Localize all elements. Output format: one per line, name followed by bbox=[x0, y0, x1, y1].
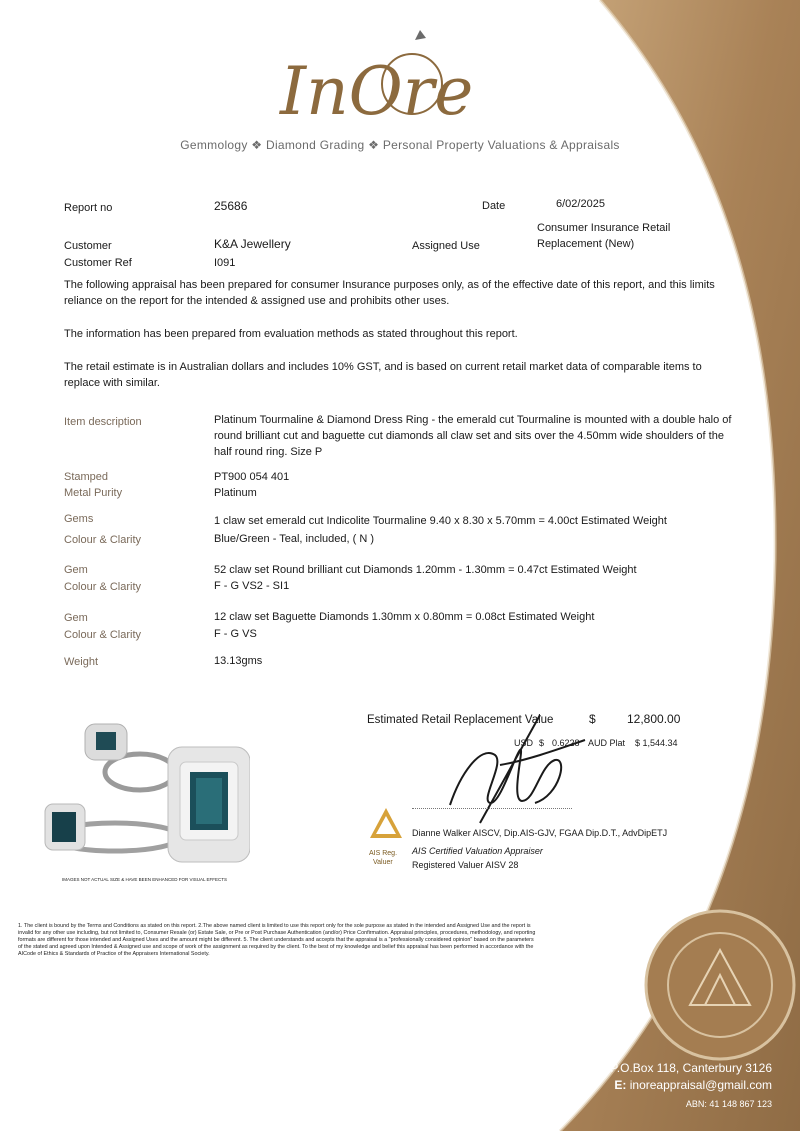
customer-ref-value: I091 bbox=[214, 257, 236, 269]
po-box: P.O.Box 118, Canterbury 3126 bbox=[610, 1061, 772, 1075]
valuer-name: Dianne Walker AISCV, Dip.AIS-GJV, FGAA Dip.D.T., AdvDipETJ bbox=[412, 828, 668, 838]
signature-line bbox=[412, 808, 572, 809]
exchange-rate: 0.6228 bbox=[552, 738, 580, 748]
signature bbox=[440, 705, 590, 825]
stamped-value: PT900 054 401 bbox=[214, 471, 290, 483]
valuation-currency: $ bbox=[589, 712, 596, 726]
methods-statement: The information has been prepared from evaluation methods as stated throughout this report. bbox=[64, 328, 518, 340]
assigned-use-line1: Consumer Insurance Retail bbox=[537, 222, 671, 234]
fine-print: 1. The client is bound by the Terms and Conditions as stated on this report. 2.The above named client is limited to use this report only for the sole purpose as stated in the intended and Assigned Use and the report is invalid for any other use including, but not limited to, Consumer Resale (or) Estate Sale, or Pre or Post Purchase Authentication (and/or) Price Confirmation. Appraisal principles, procedures, methodology, and reporting formats are different for those intended and Assigned Uses and the amount might be different. 5. The client understands and accepts that the appraisal is a "professionally considered opinion" based on the parameters of the stated and agreed upon Intended & Assigned use and scope of work of the assignment as required by the client. To the best of my knowledge and belief this appraisal has been performed in accordance with the AICode of Ethics & Standards of Practice of the Appraisers International Society. bbox=[18, 923, 536, 957]
customer-value: K&A Jewellery bbox=[214, 237, 291, 251]
date-label: Date bbox=[482, 200, 506, 212]
email-label: E: bbox=[614, 1078, 627, 1092]
contact-email bbox=[614, 1077, 772, 1094]
ais-badge-icon bbox=[368, 806, 404, 854]
badge-bottom-text: Valuer bbox=[373, 859, 393, 866]
item-description-label: Item description bbox=[64, 416, 142, 428]
badge-top-text: AIS Reg. bbox=[369, 850, 398, 857]
gems-label: Gems bbox=[64, 513, 94, 525]
gem1-description: 1 claw set emerald cut Indicolite Tourmaline 9.40 x 8.30 x 5.70mm = 4.00ct Estimated Weight bbox=[214, 515, 667, 527]
assigned-use-label: Assigned Use bbox=[412, 240, 480, 252]
weight-label: Weight bbox=[64, 656, 99, 668]
customer-label: Customer bbox=[64, 240, 112, 252]
abn: ABN: 41 148 867 123 bbox=[685, 1099, 772, 1109]
aud-plat-label: AUD Plat bbox=[588, 738, 626, 748]
gem3-colour-label: Colour & Clarity bbox=[64, 629, 142, 641]
gem2-colour-label: Colour & Clarity bbox=[64, 581, 142, 593]
metal-purity-value: Platinum bbox=[214, 487, 257, 499]
report-no-label: Report no bbox=[64, 202, 113, 214]
date-value: 6/02/2025 bbox=[556, 198, 605, 210]
gem2-label: Gem bbox=[64, 564, 88, 576]
valuer-title2: Registered Valuer AISV 28 bbox=[412, 860, 519, 870]
svg-text:InOre: InOre bbox=[280, 53, 474, 130]
purpose-statement: The following appraisal has been prepared for consumer Insurance purposes only, as of the effective date of this report, and this limits reliance on the report for the intended & assigned use and prohibits other uses. bbox=[64, 279, 715, 307]
gem3-description: 12 claw set Baguette Diamonds 1.30mm x 0.80mm = 0.08ct Estimated Weight bbox=[214, 611, 595, 623]
aud-plat-value: $ 1,544.34 bbox=[635, 738, 678, 748]
email-value: inoreappraisal@gmail.com bbox=[629, 1078, 772, 1092]
assigned-use-line2: Replacement (New) bbox=[537, 238, 635, 250]
gem1-colour-clarity: Blue/Green - Teal, included, ( N ) bbox=[214, 533, 374, 545]
photo-caption: IMAGES NOT ACTUAL SIZE & HAVE BEEN ENHANCED FOR VISUAL EFFECTS bbox=[62, 877, 228, 882]
ring-photos bbox=[40, 712, 250, 872]
ring-photo-top bbox=[85, 724, 175, 790]
valuer-title1: AIS Certified Valuation Appraiser bbox=[412, 846, 543, 856]
weight-value: 13.13gms bbox=[214, 655, 263, 667]
tagline: Gemmology ❖ Diamond Grading ❖ Personal Property Valuations & Appraisals bbox=[180, 138, 620, 152]
currency-statement: The retail estimate is in Australian dollars and includes 10% GST, and is based on current retail market data of comparable items to replace with similar. bbox=[64, 361, 702, 389]
item-description: Platinum Tourmaline & Diamond Dress Ring - the emerald cut Tourmaline is mounted with a double halo of round brilliant cut and baguette cut diamonds all claw set and sits over the 4.50mm wide shoulders of the half round ring. Size P bbox=[214, 414, 732, 458]
gem3-colour-clarity: F - G VS bbox=[214, 628, 257, 640]
metal-purity-label: Metal Purity bbox=[64, 487, 123, 499]
usd-symbol: $ bbox=[539, 738, 545, 748]
gem2-description: 52 claw set Round brilliant cut Diamonds 1.20mm - 1.30mm = 0.47ct Estimated Weight bbox=[214, 564, 637, 576]
report-no: 25686 bbox=[214, 199, 248, 213]
gem3-label: Gem bbox=[64, 612, 88, 624]
customer-ref-label: Customer Ref bbox=[64, 257, 132, 269]
diamond-icon bbox=[415, 30, 426, 40]
valuation-label: Estimated Retail Replacement Value bbox=[367, 714, 554, 726]
ring-photo-front bbox=[168, 747, 250, 862]
gem1-colour-label: Colour & Clarity bbox=[64, 534, 142, 546]
stamped-label: Stamped bbox=[64, 471, 109, 483]
usd-label: USD bbox=[514, 738, 534, 748]
gem2-colour-clarity: F - G VS2 - SI1 bbox=[214, 580, 290, 592]
inore-logo bbox=[270, 22, 540, 132]
ring-photo-side bbox=[45, 804, 180, 851]
valuation-amount: 12,800.00 bbox=[627, 712, 681, 726]
